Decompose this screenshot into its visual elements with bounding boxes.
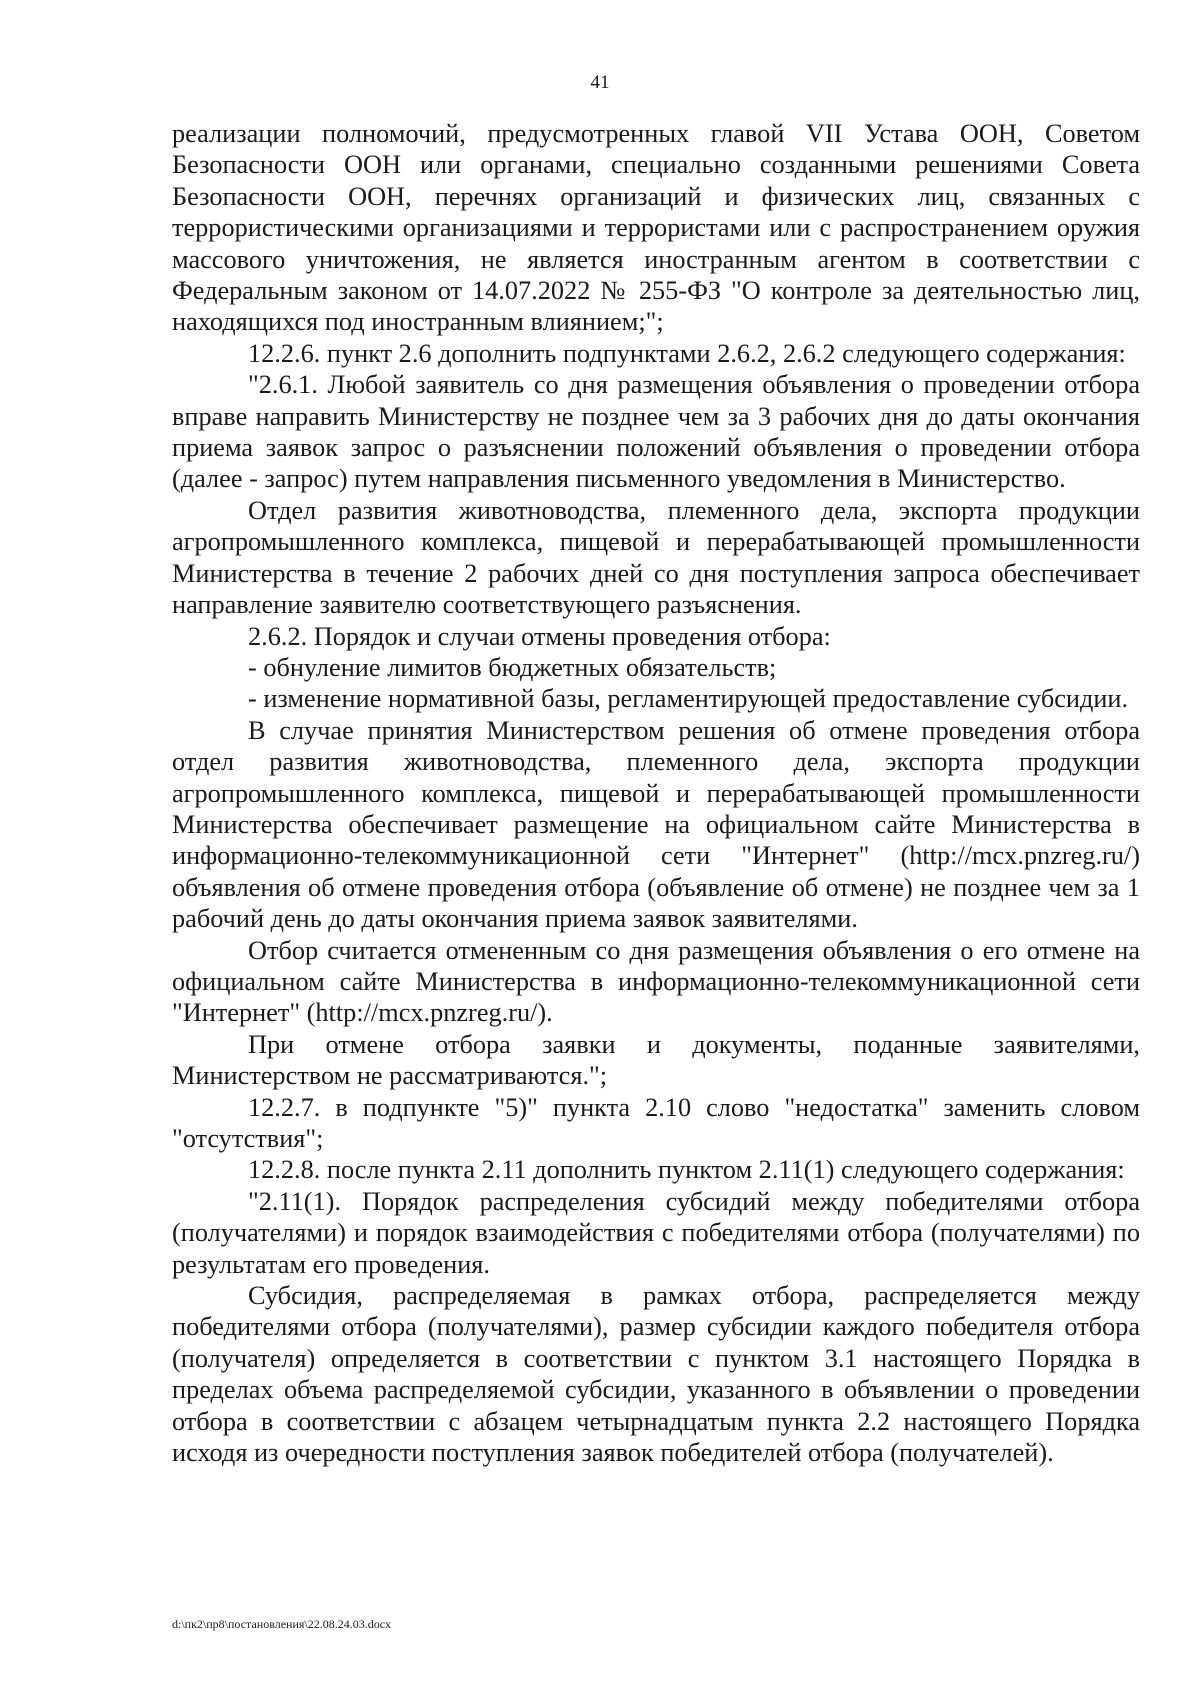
paragraph-2: 12.2.6. пункт 2.6 дополнить подпунктами 2.6.2, 2.6.2 следующего содержания:: [248, 338, 1126, 368]
paragraph-1: реализации полномочий, предусмотренных главой VII Устава ООН, Советом Безопасности ООН или органами, специально созданными решениями Совета Безопасности ООН, перечнях организаций и физических лиц, связанных с террористическими организациями и террористами или с распространением оружия массового уничтожения, не является иностранным агентом в соответствии с Федеральным законом от 14.07.2022 № 255-ФЗ "О контроле за деятельностью лиц, находящихся под иностранным влиянием;";: [172, 119, 1140, 337]
paragraph-11: 12.2.7. в подпункте "5)" пункта 2.10 слово "недостатка" заменить словом "отсутствия";: [172, 1092, 1140, 1153]
paragraph-7: - изменение нормативной базы, регламентирующей предоставление субсидии.: [248, 684, 1129, 714]
document-body: [172, 118, 1140, 1468]
paragraph-4: Отдел развития животноводства, племенного дела, экспорта продукции агропромышленного комплекса, пищевой и перерабатывающей промышленности Министерства в течение 2 рабочих дней со дня поступления запроса обеспечивает направление заявителю соответствующего разъяснения.: [172, 495, 1140, 620]
page-number: 41: [590, 72, 610, 93]
file-path-footer: d:\пк2\пр8\постановления\22.08.24.03.docx: [172, 1617, 392, 1631]
paragraph-14: Субсидия, распределяемая в рамках отбора, распределяется между победителями отбора (получателями), размер субсидии каждого победителя отбора (получателя) определяется в соответствии с пунктом 3.1 настоящего Порядка в пределах объема распределяемой субсидии, указанного в объявлении о проведении отбора в соответствии с абзацем четырнадцатым пункта 2.2 настоящего Порядка исходя из очередности поступления заявок победителей отбора (получателей).: [172, 1281, 1140, 1468]
paragraph-3: "2.6.1. Любой заявитель со дня размещения объявления о проведении отбора вправе направить Министерству не позднее чем за 3 рабочих дня до даты окончания приема заявок запрос о разъяснении положений объявления о проведении отбора (далее - запрос) путем направления письменного уведомления в Министерство.: [172, 370, 1140, 494]
paragraph-13: "2.11(1). Порядок распределения субсидий между победителями отбора (получателями) и порядок взаимодействия с победителями отбора (получателями) по результатам его проведения.: [172, 1186, 1140, 1279]
paragraph-9: Отбор считается отмененным со дня размещения объявления о его отмене на официальном сайте Министерства в информационно-телекоммуникационной сети "Интернет" (http://mcx.pnzreg.ru/).: [172, 935, 1140, 1028]
paragraph-5: 2.6.2. Порядок и случаи отмены проведения отбора:: [248, 621, 831, 651]
paragraph-12: 12.2.8. после пункта 2.11 дополнить пунктом 2.11(1) следующего содержания:: [248, 1155, 1125, 1185]
paragraph-10: При отмене отбора заявки и документы, поданные заявителями, Министерством не рассматриваются.";: [172, 1029, 1140, 1091]
paragraph-6: - обнуление лимитов бюджетных обязательств;: [248, 652, 777, 682]
paragraph-8: В случае принятия Министерством решения об отмене проведения отбора отдел развития животноводства, племенного дела, экспорта продукции агропромышленного комплекса, пищевой и перерабатывающей промышленности Министерства обеспечивает размещение на официальном сайте Министерства в информационно-телекоммуникационной сети "Интернет" (http://mcx.pnzreg.ru/) объявления об отмене проведения отбора (объявление об отмене) не позднее чем за 1 рабочий день до даты окончания приема заявок заявителями.: [172, 715, 1140, 934]
